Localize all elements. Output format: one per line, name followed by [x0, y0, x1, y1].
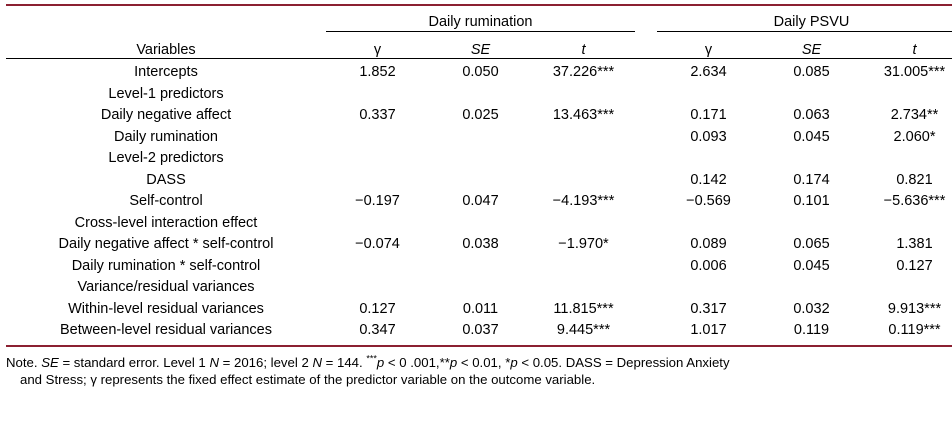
cell-gap [635, 234, 657, 256]
group-header-spacer [6, 5, 326, 32]
cell-se-rumination [429, 84, 532, 106]
cell-t-rumination [532, 277, 635, 299]
cell-t-rumination: 37.226*** [552, 64, 615, 80]
cell-gap [635, 84, 657, 106]
cell-gamma-rumination [326, 84, 429, 106]
cell-gamma-psvu: 0.006 [690, 257, 727, 274]
row-label: Level-1 predictors [108, 85, 224, 102]
cell-gap [635, 59, 657, 84]
cell-gamma-psvu: 0.317 [690, 300, 727, 317]
note-se-italic: SE [41, 354, 59, 370]
cell-t-psvu: 2.060* [893, 128, 936, 145]
note-text-5: < 0.01, * [457, 354, 511, 370]
cell-t-rumination: −1.970* [558, 236, 609, 252]
cell-t-psvu [863, 277, 952, 299]
cell-t-psvu: 0.119*** [863, 320, 952, 346]
table-row [6, 170, 952, 192]
cell-se-psvu: 0.032 [793, 300, 830, 317]
cell-se-psvu: 0.063 [793, 107, 830, 123]
row-label: Self-control [129, 193, 203, 209]
table-row [6, 320, 952, 346]
cell-se-rumination [429, 213, 532, 235]
cell-se-rumination: 0.025 [462, 107, 499, 123]
table-note [0, 347, 940, 390]
table-header [6, 5, 952, 59]
note-text-1: = standard error. Level 1 [58, 354, 210, 370]
cell-gamma-psvu: 0.142 [690, 171, 727, 188]
cell-se-rumination [429, 148, 532, 170]
row-label: Daily negative affect * self-control [58, 236, 274, 252]
row-label: Cross-level interaction effect [74, 214, 258, 231]
cell-se-rumination: 0.047 [462, 193, 499, 209]
row-label: Intercepts [134, 64, 198, 80]
table-body [6, 59, 952, 346]
cell-t-psvu: 0.127 [896, 257, 933, 274]
note-text-2: = 2016; level 2 [218, 354, 313, 370]
cell-gap [635, 277, 657, 299]
table-row [6, 191, 952, 213]
note-n-italic-1: N [209, 354, 219, 370]
cell-se-rumination [429, 256, 532, 278]
cell-se-rumination: 0.038 [462, 236, 499, 252]
cell-gamma-psvu [657, 277, 760, 299]
row-label: Within-level residual variances [68, 300, 264, 317]
cell-gap [635, 105, 657, 127]
cell-gamma-psvu [657, 213, 760, 235]
cell-t-psvu [863, 213, 952, 235]
row-label: Level-2 predictors [108, 150, 224, 166]
cell-gap [635, 213, 657, 235]
table-row [6, 299, 952, 321]
row-label: Between-level residual variances [6, 320, 326, 346]
cell-se-rumination: 0.011 [462, 300, 499, 317]
table-row [6, 148, 952, 170]
cell-gap [635, 148, 657, 170]
table-row [6, 213, 952, 235]
cell-gamma-psvu: −0.569 [686, 193, 731, 209]
row-label: Daily negative affect [100, 107, 232, 123]
cell-t-rumination: 13.463*** [552, 107, 615, 123]
group-header-daily-rumination: Daily rumination [326, 5, 635, 32]
cell-gap [635, 170, 657, 192]
cell-gamma-rumination [326, 277, 429, 299]
column-header-gamma-1: γ [326, 32, 429, 59]
note-prefix: Note. [6, 354, 42, 370]
cell-gamma-rumination [326, 170, 429, 192]
cell-t-rumination [532, 84, 635, 106]
cell-t-rumination: 11.815*** [553, 300, 614, 317]
cell-t-psvu: 31.005*** [883, 64, 946, 80]
table-row [6, 127, 952, 149]
cell-gamma-rumination [326, 213, 429, 235]
cell-t-psvu: −5.636*** [883, 193, 946, 209]
cell-se-psvu: 0.065 [793, 236, 830, 252]
cell-t-rumination: 9.445*** [532, 320, 635, 346]
table-row [6, 84, 952, 106]
cell-se-psvu: 0.045 [793, 128, 830, 145]
cell-se-psvu [760, 84, 863, 106]
cell-se-psvu: 0.101 [793, 193, 830, 209]
cell-se-psvu: 0.119 [760, 320, 863, 346]
results-table-container [0, 4, 952, 347]
cell-gamma-psvu: 1.017 [657, 320, 760, 346]
cell-gap [635, 256, 657, 278]
cell-gap [635, 299, 657, 321]
cell-gap [635, 320, 657, 346]
cell-gap [635, 191, 657, 213]
cell-gamma-rumination: 0.127 [359, 300, 396, 317]
cell-gamma-psvu: 2.634 [690, 64, 727, 80]
cell-gamma-rumination: 0.337 [359, 107, 396, 123]
group-header-daily-psvu: Daily PSVU [657, 5, 952, 32]
cell-se-rumination: 0.050 [462, 64, 499, 80]
cell-se-rumination: 0.037 [429, 320, 532, 346]
cell-t-rumination [532, 213, 635, 235]
cell-t-psvu [863, 84, 952, 106]
column-header-row [6, 32, 952, 59]
note-sup-stars: *** [366, 353, 377, 364]
note-p-italic-3: p [510, 354, 518, 370]
row-label: Variance/residual variances [77, 279, 255, 295]
cell-gap [635, 127, 657, 149]
row-label: DASS [146, 171, 186, 188]
column-header-se-1: SE [429, 32, 532, 59]
note-n-italic-2: N [312, 354, 322, 370]
cell-se-rumination [429, 277, 532, 299]
cell-gamma-psvu [657, 148, 760, 170]
cell-se-psvu: 0.174 [793, 171, 830, 188]
cell-gamma-psvu: 0.089 [690, 236, 727, 252]
cell-gamma-rumination: 0.347 [326, 320, 429, 346]
cell-gamma-rumination [326, 256, 429, 278]
cell-se-rumination [429, 127, 532, 149]
cell-t-rumination [532, 256, 635, 278]
column-header-t-2: t [863, 32, 952, 59]
row-label: Daily rumination [114, 128, 218, 145]
cell-gamma-rumination: 1.852 [359, 64, 396, 80]
note-line-2: and Stress; γ represents the fixed effect estimate of the predictor variable on the outcome variable. [20, 372, 596, 388]
cell-gamma-psvu: 0.171 [690, 107, 727, 123]
table-row [6, 59, 952, 84]
cell-gamma-psvu [657, 84, 760, 106]
cell-se-psvu: 0.045 [793, 257, 830, 274]
cell-se-psvu [760, 213, 863, 235]
note-text-6: < 0.05. DASS = Depression Anxiety [517, 354, 730, 370]
column-header-se-2: SE [760, 32, 863, 59]
cell-se-psvu [760, 277, 863, 299]
cell-t-psvu: 1.381 [896, 236, 933, 252]
cell-se-psvu: 0.085 [793, 64, 830, 80]
column-header-t-1: t [532, 32, 635, 59]
cell-t-rumination: −4.193*** [552, 193, 615, 209]
cell-t-rumination [532, 127, 635, 149]
table-row [6, 105, 952, 127]
cell-gamma-rumination [326, 127, 429, 149]
cell-gamma-rumination: −0.074 [355, 236, 400, 252]
table-row [6, 277, 952, 299]
cell-gamma-psvu: 0.093 [690, 128, 727, 145]
row-label: Daily rumination * self-control [71, 257, 261, 274]
column-header-variables: Variables [6, 32, 326, 59]
cell-se-psvu [760, 148, 863, 170]
cell-gamma-rumination [326, 148, 429, 170]
table-row [6, 256, 952, 278]
results-table [6, 4, 952, 347]
group-header-gap [635, 5, 657, 32]
cell-t-rumination [532, 170, 635, 192]
cell-t-psvu [863, 148, 952, 170]
note-text-3: = 144. [321, 354, 367, 370]
note-text-4: < 0 .001,** [384, 354, 450, 370]
column-header-gamma-2: γ [657, 32, 760, 59]
cell-t-psvu: 0.821 [896, 171, 933, 188]
cell-t-psvu: 2.734** [890, 107, 939, 123]
cell-t-psvu: 9.913*** [887, 300, 942, 317]
table-row [6, 234, 952, 256]
note-p-italic-2: p [449, 354, 458, 370]
group-header-row [6, 5, 952, 32]
cell-gamma-rumination: −0.197 [355, 193, 400, 209]
column-header-gap [635, 32, 657, 59]
note-p-italic-1: p [376, 354, 385, 370]
cell-t-rumination [532, 148, 635, 170]
cell-se-rumination [429, 170, 532, 192]
